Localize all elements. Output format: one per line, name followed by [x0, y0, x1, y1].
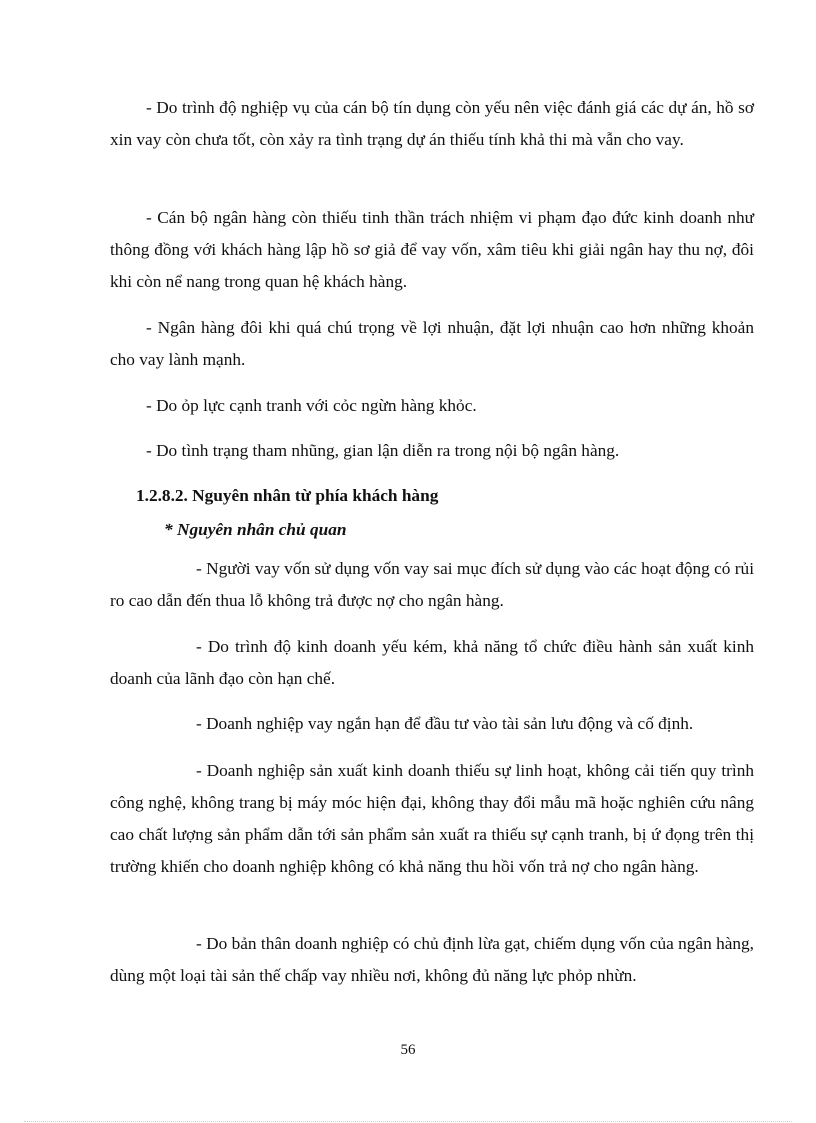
- subsection-heading: * Nguyên nhân chủ quan: [164, 520, 347, 539]
- paragraph-competition-pressure: - Do ỏp lực cạnh tranh với cỏc ngừn hàng khỏc.: [146, 396, 477, 415]
- page-number: 56: [400, 1042, 416, 1058]
- paragraph-weak-management: - Do trình độ kinh doanh yếu kém, khả năng tổ chức điều hành sản xuất kinh doanh của lãnh đạo còn hạn chế.: [110, 637, 754, 688]
- paragraph-profit-focus: - Ngân hàng đôi khi quá chú trọng về lợi nhuận, đặt lợi nhuận cao hơn những khoản cho vay lành mạnh.: [110, 318, 754, 369]
- paragraph-credit-staff-skill: - Do trình độ nghiệp vụ của cán bộ tín dụng còn yếu nên việc đánh giá các dự án, hồ sơ xin vay còn chưa tốt, còn xảy ra tình trạng dự án thiếu tính khả thi mà vẫn cho vay.: [110, 98, 754, 149]
- paragraph-staff-ethics: - Cán bộ ngân hàng còn thiếu tinh thần trách nhiệm vi phạm đạo đức kinh doanh như thông đồng với khách hàng lập hồ sơ giả để vay vốn, xâm tiêu khi giải ngân hay thu nợ, đôi khi còn nể nang trong quan hệ khách hàng.: [110, 208, 754, 291]
- paragraph-short-term-loans: - Doanh nghiệp vay ngắn hạn để đầu tư vào tài sản lưu động và cố định.: [196, 714, 694, 733]
- paragraph-fraud: - Do bản thân doanh nghiệp có chủ định lừa gạt, chiếm dụng vốn của ngân hàng, dùng một loại tài sản thế chấp vay nhiều nơi, không đủ năng lực phỏp nhừn.: [110, 934, 754, 985]
- section-heading: 1.2.8.2. Nguyên nhân từ phía khách hàng: [136, 486, 439, 505]
- paragraph-misuse-of-loans: - Người vay vốn sử dụng vốn vay sai mục đích sử dụng vào các hoạt động có rủi ro cao dẫn đến thua lỗ không trả được nợ cho ngân hàng.: [110, 559, 754, 610]
- paragraph-corruption: - Do tình trạng tham nhũng, gian lận diễn ra trong nội bộ ngân hàng.: [146, 441, 620, 460]
- paragraph-lack-of-innovation: - Doanh nghiệp sản xuất kinh doanh thiếu sự linh hoạt, không cải tiến quy trình công nghệ, không trang bị máy móc hiện đại, không thay đổi mẫu mã hoặc nghiên cứu nâng cao chất lượng sản phẩm dẫn tới sản phẩm sản xuất ra thiếu sự cạnh tranh, bị ứ đọng trên thị trường khiến cho doanh nghiệp không có khả năng thu hồi vốn trả nợ cho ngân hàng.: [110, 761, 754, 876]
- footer-divider: [24, 1121, 792, 1122]
